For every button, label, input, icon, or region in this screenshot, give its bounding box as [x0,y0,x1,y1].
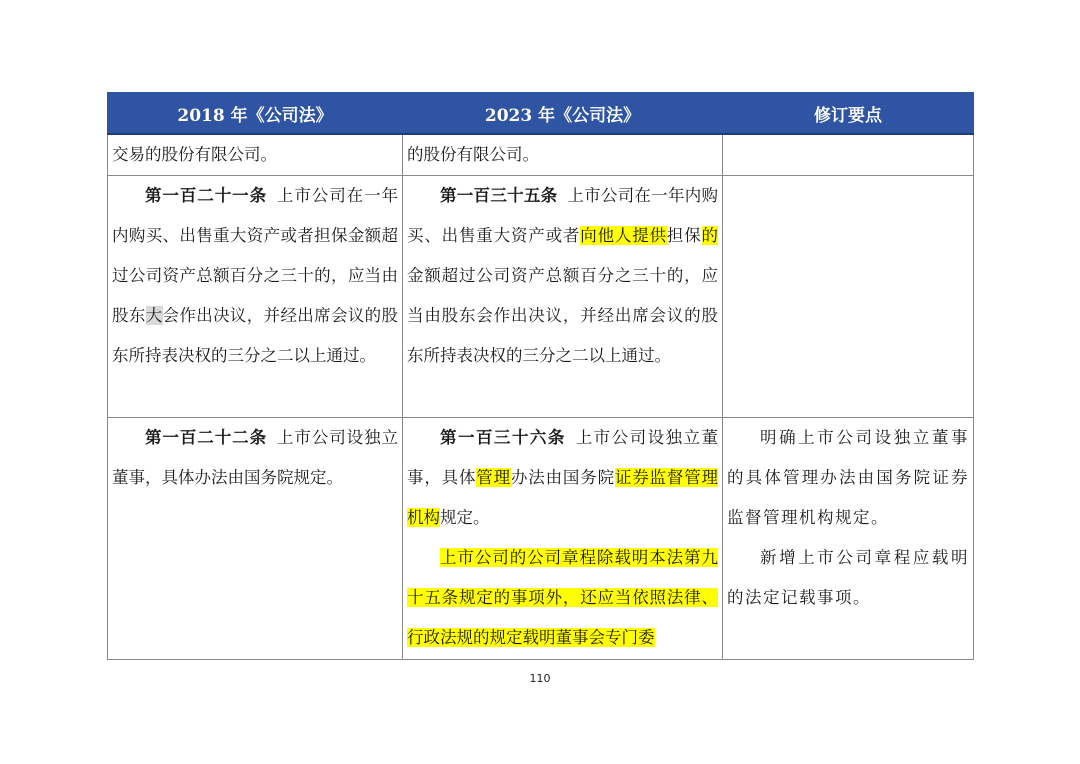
new-article-number: 第一百三十五条 [440,186,558,205]
header-2023-law: 2023 年《公司法》 [403,93,723,135]
cell-old-article-121 [108,176,403,418]
cell-new-continuation [403,134,723,176]
new-article-136-paragraph-2 [407,538,718,658]
new-text-part: 上市公司设独立董事，具体 [407,428,719,487]
header-revision-points: 修订要点 [723,93,974,135]
new-continuation-text: 的股份有限公司。 [407,145,539,164]
new-text-part: 办法由国务院 [510,468,615,487]
new-text-part: 上市公司在一年内购买、出售重大资产或者 [407,186,719,245]
cell-new-article-135 [403,176,723,418]
new-text-part: 规定。 [440,508,490,527]
cell-notes-article-136 [723,418,974,660]
old-text-part: 上市公司设独立董事，具体办法由国务院规定。 [112,428,399,487]
old-text-part: 上市公司在一年内购买、出售重大资产或者担保金额超过公司资产总额百分之三十的，应当由股东 [112,186,399,325]
new-text-part: 金额超过公司资产总额百分之三十的，应当由股东会作出决议，并经出席会议的股东所持表决权的三分之二以上通过。 [407,266,718,365]
table-header-row [108,93,974,135]
old-article-number: 第一百二十一条 [145,186,268,205]
cell-notes-continuation [723,134,974,176]
new-article-136-text [407,418,718,538]
note-paragraph: 新增上市公司章程应载明的法定记载事项。 [727,548,969,607]
cell-old-article-122 [108,418,403,660]
table-row-continuation [108,134,974,176]
new-article-number: 第一百三十六条 [440,428,566,447]
cell-old-continuation [108,134,403,176]
highlighted-addition: 向他人提供 [580,226,667,245]
old-article-number: 第一百二十二条 [145,428,268,447]
table-row-article-122 [108,418,974,660]
new-text-part: 担保 [666,226,702,245]
old-article-122-text [112,418,398,498]
highlighted-addition: 上市公司的公司章程除载明本法第九十五条规定的事项外，还应当依照法律、行政法规的规定载明董事会专门委 [407,548,718,647]
comparison-table [107,92,974,660]
cell-new-article-136 [403,418,723,660]
page-number: 110 [529,672,551,685]
highlighted-addition: 管理 [476,468,511,487]
header-2018-law: 2018 年《公司法》 [108,93,403,135]
highlighted-addition: 证券监督管理机构 [407,468,719,527]
cell-notes-article-135 [723,176,974,418]
highlighted-addition: 的 [701,226,719,245]
new-article-135-text [407,176,718,376]
old-continuation-text: 交易的股份有限公司。 [112,145,277,164]
table-row-article-121 [108,176,974,418]
deleted-char-mark: 大 [145,306,163,325]
old-article-121-text [112,176,398,376]
old-text-part: 会作出决议，并经出席会议的股东所持表决权的三分之二以上通过。 [112,306,398,365]
note-paragraph: 明确上市公司设独立董事的具体管理办法由国务院证券监督管理机构规定。 [727,428,969,527]
